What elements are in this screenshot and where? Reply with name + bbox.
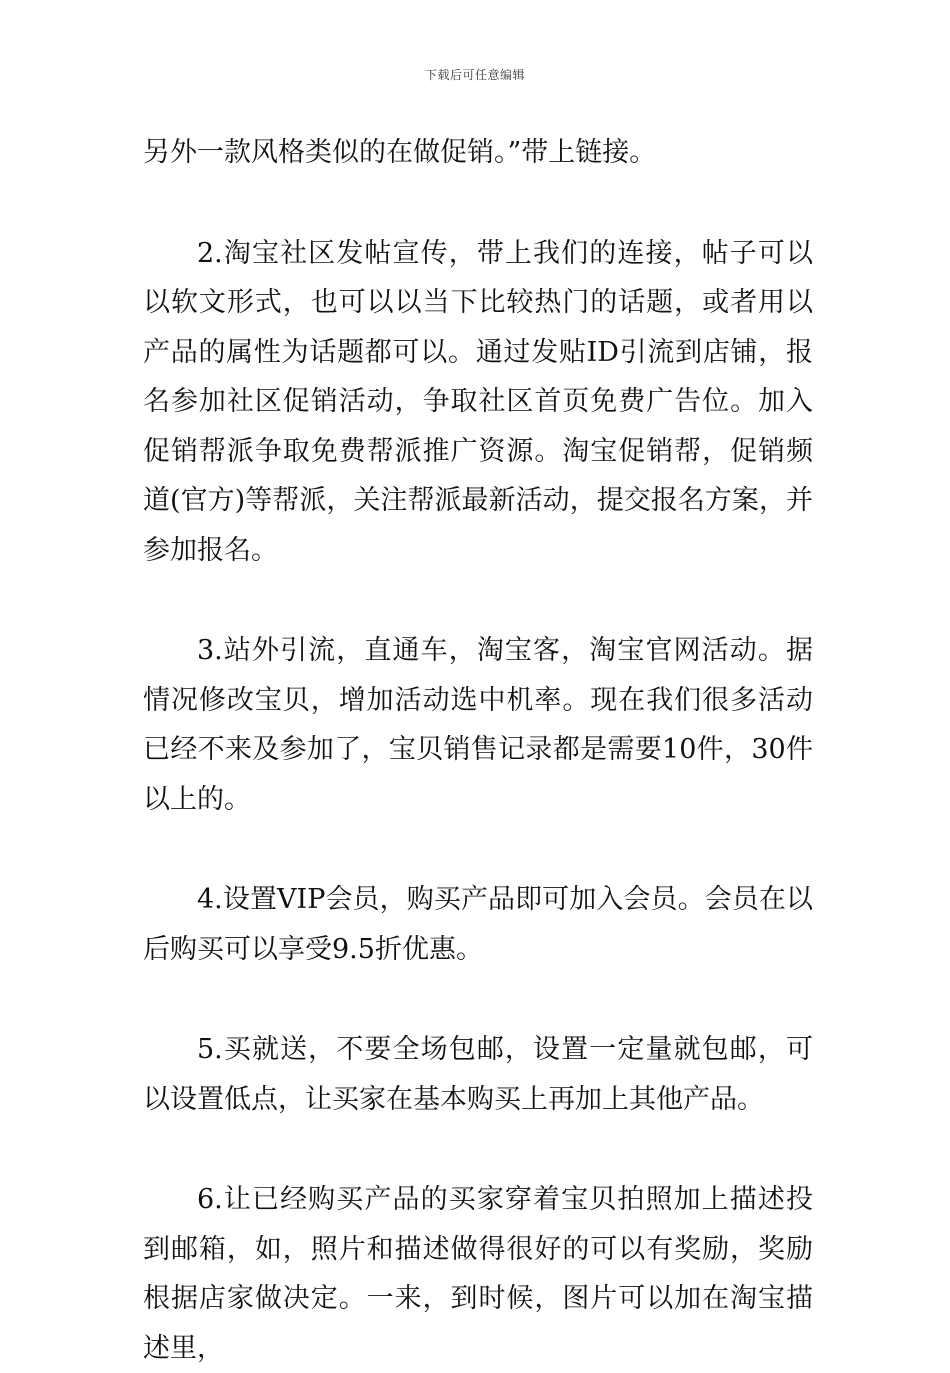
- paragraph-gap: [143, 178, 813, 229]
- paragraph-gap: [143, 575, 813, 626]
- header-note: 下载后可任意编辑: [424, 68, 525, 82]
- paragraph-continuation: 另外一款风格类似的在做促销。”带上链接。: [143, 137, 657, 168]
- paragraph-gap: [143, 974, 813, 1025]
- document-body: [143, 128, 813, 1373]
- paragraph-item-5: 5.买就送，不要全场包邮，设置一定量就包邮，可以设置低点，让买家在基本购买上再加上其他产品。: [143, 1034, 813, 1115]
- paragraph-gap: [143, 1124, 813, 1175]
- paragraph-item-6: 6.让已经购买产品的买家穿着宝贝拍照加上描述投到邮箱，如，照片和描述做得很好的可以有奖励，奖励根据店家做决定。一来，到时候，图片可以加在淘宝描述里，: [143, 1184, 813, 1364]
- paragraph-item-4: 4.设置VIP会员，购买产品即可加入会员。会员在以后购买可以享受9.5折优惠。: [143, 884, 813, 965]
- paragraph-item-2: 2.淘宝社区发帖宣传，带上我们的连接，帖子可以以软文形式，也可以以当下比较热门的话题，或者用以产品的属性为话题都可以。通过发贴ID引流到店铺，报名参加社区促销活动，争取社区首页免费广告位。加入促销帮派争取免费帮派推广资源。淘宝促销帮，促销频道(官方)等帮派，关注帮派最新活动，提交报名方案，并参加报名。: [143, 237, 813, 566]
- paragraph-gap: [143, 824, 813, 875]
- paragraph-item-3: 3.站外引流，直通车，淘宝客，淘宝官网活动。据情况修改宝贝，增加活动选中机率。现在我们很多活动已经不来及参加了，宝贝销售记录都是需要10件，30件以上的。: [143, 635, 813, 815]
